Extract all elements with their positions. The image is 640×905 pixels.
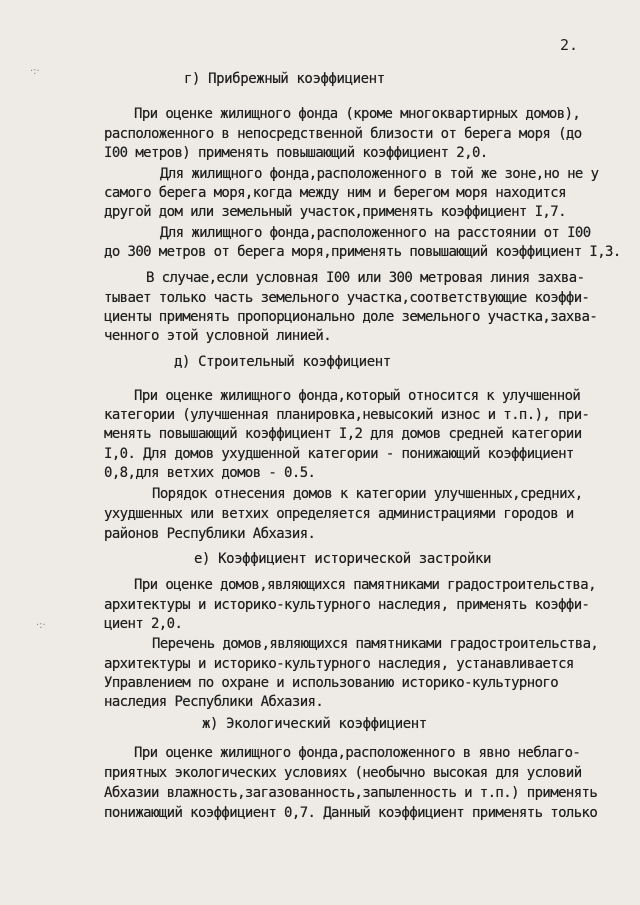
paragraph-line: другой дом или земельный участок,применять коэффициент I,7. [104,204,566,220]
paragraph-line: районов Республики Абхазия. [104,526,316,542]
paragraph-line: тывает только часть земельного участка,соответствующие коэффи- [104,290,590,306]
paragraph-line: ченного этой условной линией. [104,328,332,344]
paragraph-line: Управлением по охране и использованию историко-культурного [104,675,559,691]
paragraph-line: Абхазии влажность,загазованность,запыленность и т.п.) применять [104,785,598,801]
paragraph-line: В случае,если условная I00 или 300 метровая линия захва- [146,270,585,286]
paragraph-line: расположенного в непосредственной близости от берега моря (до [104,126,582,142]
paragraph-line: Для жилищного фонда,расположенного на расстоянии от I00 [160,225,591,241]
paragraph-line: менять повышающий коэффициент I,2 для домов средней категории [104,426,582,442]
paragraph-line: Порядок отнесения домов к категории улучшенных,средних, [152,486,583,502]
paragraph-line: архитектуры и историко-культурного наследия, применять коэффи- [104,597,590,613]
paragraph-line: категории (улучшенная планировка,невысокий износ и т.п.), при- [104,407,590,423]
paragraph-line: до 300 метров от берега моря,применять повышающий коэффициент I,3. [104,244,621,260]
paragraph-line: приятных экологических условиях (необычно высокая для условий [104,765,582,781]
paragraph-line: Перечень домов,являющихся памятниками градостроительства, [152,636,599,652]
page-number: 2. [560,36,579,54]
paragraph-line: При оценке жилищного фонда (кроме многоквартирных домов), [134,106,581,122]
paragraph-line: I,0. Для домов ухудшенной категории - понижающий коэффициент [104,446,574,462]
section-heading-coastal: г) Прибрежный коэффициент [184,71,385,87]
paragraph-line: архитектуры и историко-культурного наследия, устанавливается [104,656,574,672]
paragraph-line: Для жилищного фонда,расположенного в той же зоне,но не у [160,166,599,182]
paragraph-line: самого берега моря,когда между ним и берегом моря находится [104,185,566,201]
section-heading-ecological: ж) Экологический коэффициент [202,716,427,732]
paragraph-line: ухудшенных или ветхих определяется администрациями городов и [104,506,574,522]
paragraph-line: При оценке жилищного фонда,который относится к улучшенной [134,388,581,404]
paragraph-line: При оценке домов,являющихся памятниками градостроительства, [134,577,596,593]
section-heading-historical: е) Коэффициент исторической застройки [194,551,492,567]
paragraph-line: циенты применять пропорционально доле земельного участка,захва- [104,309,598,325]
paragraph-line: наследия Республики Абхазия. [104,694,324,710]
binder-hole-mark: ·:· [30,66,40,77]
paragraph-line: 0,8,для ветхих домов - 0.5. [104,465,316,481]
paragraph-line: понижающий коэффициент 0,7. Данный коэффициент применять только [104,805,598,821]
paragraph-line: циент 2,0. [104,616,183,632]
section-heading-construction: д) Строительный коэффициент [174,354,391,370]
binder-hole-mark: ·:· [36,620,46,631]
paragraph-line: I00 метров) применять повышающий коэффициент 2,0. [104,145,488,161]
paragraph-line: При оценке жилищного фонда,расположенного в явно неблаго- [134,745,581,761]
